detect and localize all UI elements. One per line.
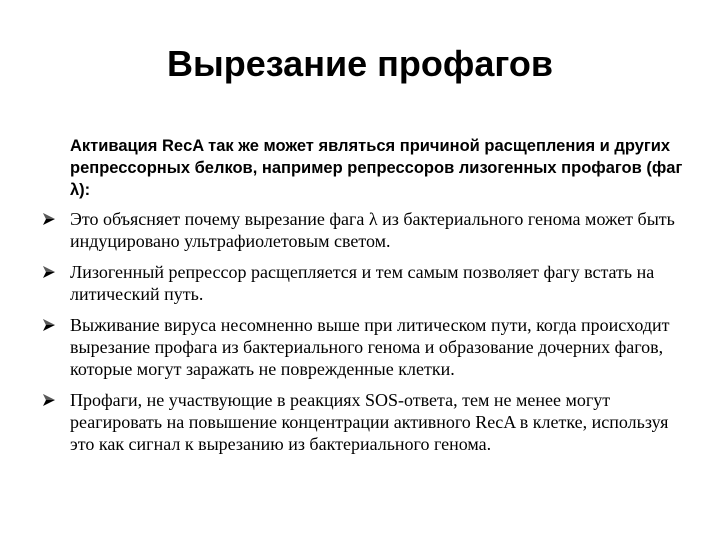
bullet-text: Выживание вируса несомненно выше при литическом пути, когда происходит вырезание профага из бактериального генома и образование дочерних фагов, которые могут заражать не поврежденные клетки. — [70, 315, 670, 379]
list-item — [36, 208, 686, 252]
slide-title: Вырезание профагов — [167, 43, 553, 84]
arrowhead-bullet-icon — [42, 318, 56, 332]
bullet-text: Профаги, не участвующие в реакциях SOS-ответа, тем не менее могут реагировать на повышение концентрации активного RecA в клетке, используя это как сигнал к вырезанию из бактериального генома. — [70, 390, 669, 454]
bullet-list — [36, 208, 686, 455]
bullet-text: Это объясняет почему вырезание фага λ из бактериального генома может быть индуцировано ультрафиолетовым светом. — [70, 209, 675, 251]
list-item — [36, 261, 686, 305]
arrowhead-bullet-icon — [42, 212, 56, 226]
list-item — [36, 314, 686, 380]
list-item — [36, 389, 686, 455]
bullet-text: Лизогенный репрессор расщепляется и тем самым позволяет фагу встать на литический путь. — [70, 262, 655, 304]
arrowhead-bullet-icon — [42, 265, 56, 279]
intro-paragraph: Активация RecA так же может являться причиной расщепления и других репрессорных белков, например репрессоров лизогенных профагов (фаг λ): — [70, 137, 683, 199]
slide-body — [36, 135, 686, 464]
arrowhead-bullet-icon — [42, 393, 56, 407]
